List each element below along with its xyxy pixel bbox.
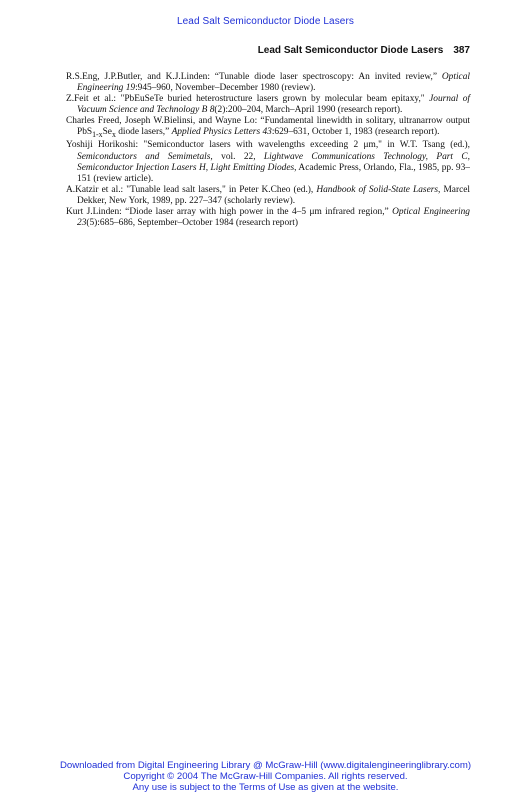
reference-text: :945–960, November–December 1980 (review). [135,83,316,94]
running-head-title: Lead Salt Semiconductor Diode Lasers [257,45,444,56]
reference-book-title: Semiconductors and Semimetals [77,151,211,162]
reference-journal: Journal of Vacuum Science and Technology B 8 [77,94,471,116]
reference-item [66,140,470,184]
reference-item [66,116,470,140]
reference-text: , vol. 22, [210,151,264,162]
reference-text: , Academic Press, Orlando, Fla., 1985, pp. 93–151 (review article). [77,162,470,184]
reference-text: Yoshiji Horikoshi: "Semiconductor lasers with wavelengths exceeding 2 μm," in W.T. Tsang (ed.), [66,140,470,151]
footer-terms-link[interactable]: Any use is subject to the Terms of Use as given at the website. [132,782,399,794]
reference-journal: Optical Engineering 19 [77,72,470,94]
reference-text: R.S.Eng, J.P.Butler, and K.J.Linden: “Tunable diode laser spectroscopy: An invited review,” [66,72,442,82]
formula-subscript: x [111,130,116,140]
footer-copyright-link[interactable]: Copyright © 2004 The McGraw-Hill Companies. All rights reserved. [123,771,408,783]
reference-text: :629–631, October 1, 1983 (research report). [271,127,440,138]
reference-text: , Marcel Dekker, New York, 1989, pp. 227–347 (scholarly review). [77,184,471,206]
reference-list [66,72,470,229]
reference-text: (5):685–686, September–October 1984 (research report) [86,218,299,229]
reference-text: diode lasers,” [115,127,172,138]
reference-text: Z.Feit et al.: "PbEuSeTe buried heterostructure lasers grown by molecular beam epitaxy," [66,94,430,105]
footer-download-link[interactable]: Downloaded from Digital Engineering Library @ McGraw-Hill (www.digitalengineeringlibrary.com) [59,760,472,771]
reference-book-title: Handbook of Solid-State Lasers [316,184,439,195]
reference-text: Se [102,127,112,138]
reference-item [66,185,470,207]
page-number: 387 [453,45,470,56]
running-head [66,45,470,56]
reference-item [66,207,470,229]
reference-text: Charles Freed, Joseph W.Bielinsi, and Wayne Lo: “Fundamental linewidth in solitary, ultranarrow output PbS [66,116,470,138]
reference-journal: Optical Engineering 23 [77,207,470,229]
reference-journal: Applied Physics Letters 43 [171,127,272,138]
formula-subscript: 1-x [92,130,103,140]
top-title-link[interactable]: Lead Salt Semiconductor Diode Lasers [176,16,355,27]
reference-item [66,72,470,94]
reference-item [66,94,470,116]
reference-book-subtitle: Lightwave Communications Technology, Part C, Semiconductor Injection Lasers H, Light Emitting Diodes [77,151,470,173]
reference-text: Kurt J.Linden: “Diode laser array with high power in the 4–5 μm infrared region,” [66,207,393,217]
reference-text: A.Katzir et al.: "Tunable lead salt lasers," in Peter K.Cheo (ed.), [66,184,317,195]
footer-notice [0,760,531,794]
reference-text: (2):200–204, March–April 1990 (research report). [214,105,403,116]
